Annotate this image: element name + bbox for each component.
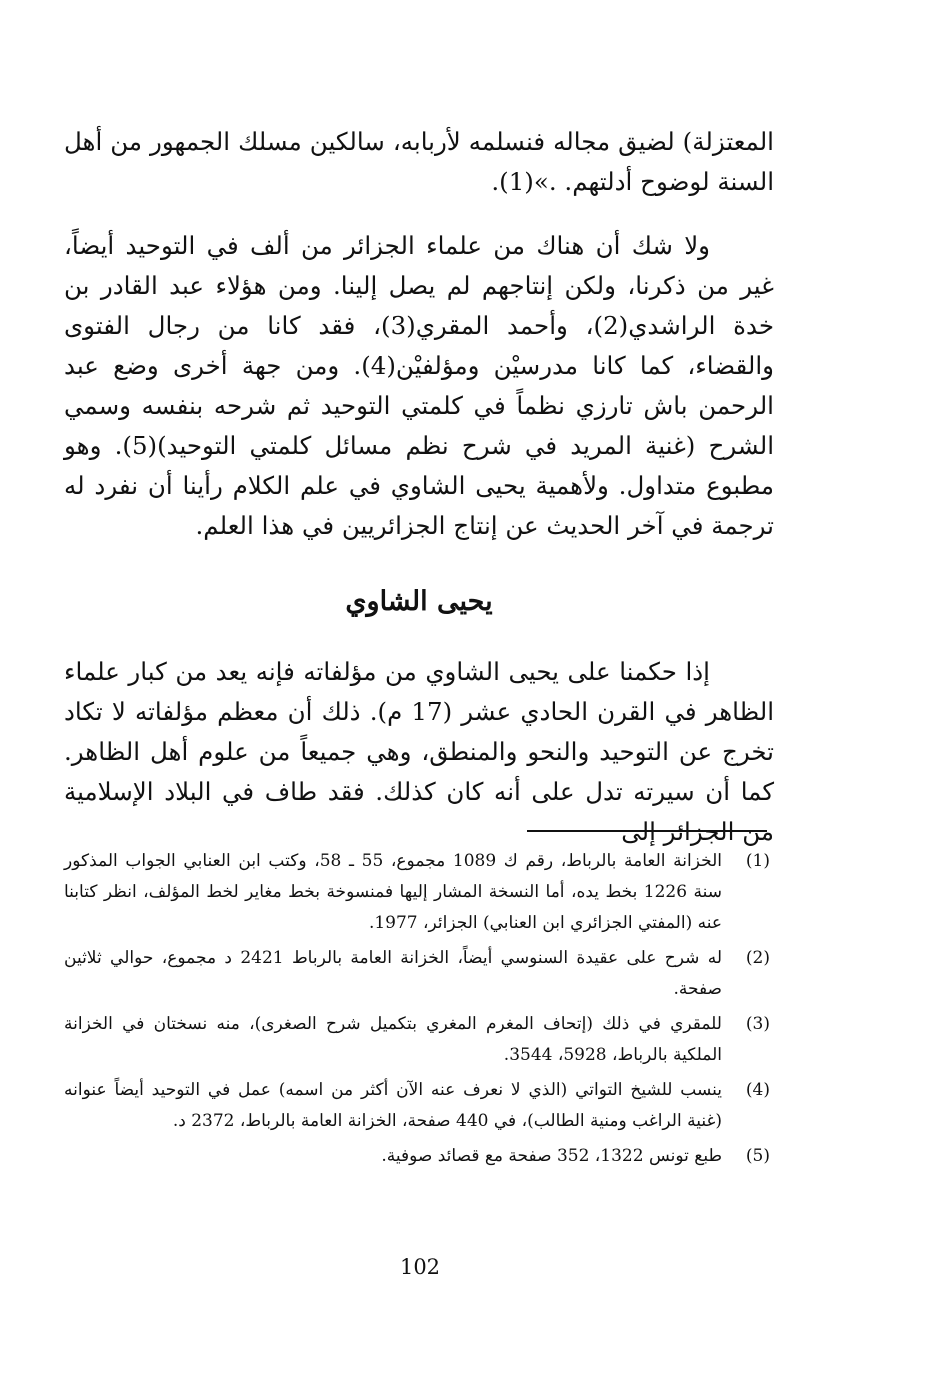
footnotes [64, 846, 770, 1176]
footnote-3 [64, 1009, 770, 1071]
footnote-text: للمقري في ذلك (إتحاف المغرم المغري بتكميل شرح الصغرى)، منه نسختان في الخزانة الملكية بالرباط، 5928، 3544. [64, 1014, 722, 1065]
paragraph-text: المعتزلة) لضيق مجاله فنسلمه لأربابه، سالكين مسلك الجمهور من أهل السنة لوضوح أدلتهم. .»(1). [64, 127, 774, 196]
footnote-text: طبع تونس 1322، 352 صفحة مع قصائد صوفية. [381, 1146, 722, 1166]
footnote-text: الخزانة العامة بالرباط، رقم ك 1089 مجموع، 55 ـ 58، وكتب ابن العنابي الجواب المذكور سنة 1226 بخط يده، أما النسخة المشار إليها فمنسوخة بخط مغاير لخط المؤلف، انظر كتابنا عنه (المفتي الجزائري ابن العنابي) الجزائر، 1977. [64, 851, 722, 933]
footnote-number: (1) [745, 851, 770, 871]
footnote-5 [64, 1141, 770, 1172]
footnote-4 [64, 1075, 770, 1137]
footnote-separator [527, 830, 767, 832]
paragraph-text: إذا حكمنا على يحيى الشاوي من مؤلفاته فإنه يعد من كبار علماء الظاهر في القرن الحادي عشر (17 م). ذلك أن معظم مؤلفاته لا تكاد تخرج عن التوحيد والنحو والمنطق، وهي جميعاً من علوم أهل الظاهر. كما أن سيرته تدل على أنه كان كذلك. فقد طاف في البلاد الإسلامية من الجزائر إلى [64, 657, 774, 846]
section-heading: يحيى الشاوي [345, 586, 493, 617]
page-number: 102 [399, 1255, 441, 1279]
footnote-text: ينسب للشيخ التواتي (الذي لا نعرف عنه الآن أكثر من اسمه) عمل في التوحيد أيضاً عنوانه (غنية الراغب ومنية الطالب)، في 440 صفحة، الخزانة العامة بالرباط، 2372 د. [64, 1080, 722, 1131]
paragraph-continuation [64, 122, 774, 202]
footnote-number: (5) [745, 1146, 770, 1166]
footnote-1 [64, 846, 770, 939]
footnote-text: له شرح على عقيدة السنوسي أيضاً، الخزانة العامة بالرباط 2421 د مجموع، حوالي ثلاثين صفحة. [64, 948, 722, 999]
paragraph-text: ولا شك أن هناك من علماء الجزائر من ألف في التوحيد أيضاً، غير من ذكرنا، ولكن إنتاجهم لم يصل إلينا. ومن هؤلاء عبد القادر بن خدة الراشدي(2)، وأحمد المقري(3)، فقد كانا من رجال الفتوى والقضاء، كما كانا مدرسيْن ومؤلفيْن(4). ومن جهة أخرى وضع عبد الرحمن باش تارزي نظماً في كلمتي التوحيد ثم شرحه بنفسه وسمي الشرح (غنية المريد في شرح نظم مسائل كلمتي التوحيد)(5). وهو مطبوع متداول. ولأهمية يحيى الشاوي في علم الكلام رأينا أن نفرد له ترجمة في آخر الحديث عن إنتاج الجزائريين في هذا العلم. [64, 231, 774, 540]
paragraph-tawhid-scholars [64, 226, 774, 546]
footnote-number: (2) [745, 948, 770, 968]
paragraph-yahya-shawi [64, 652, 774, 852]
footnote-2 [64, 943, 770, 1005]
footnote-number: (3) [745, 1014, 770, 1034]
footnote-number: (4) [745, 1080, 770, 1100]
